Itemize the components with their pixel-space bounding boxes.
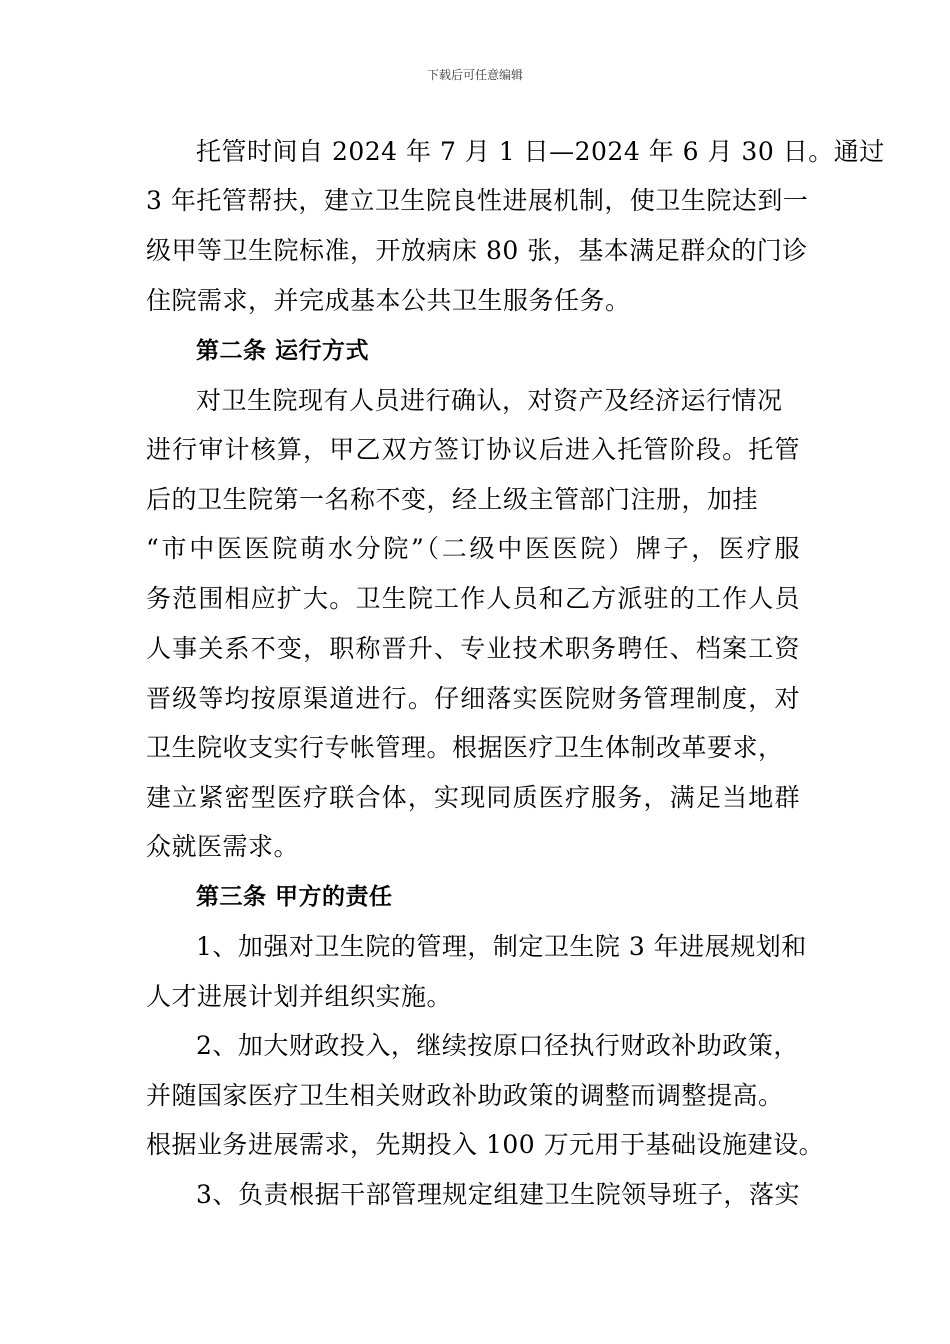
paragraph-line: 晋级等均按原渠道进行。仔细落实医院财务管理制度，对 [146,684,800,713]
paragraph-line: 级甲等卫生院标准，开放病床 80 张，基本满足群众的门诊 [146,236,808,265]
paragraph-line: 1、加强对卫生院的管理，制定卫生院 3 年进展规划和 [196,932,807,961]
paragraph-line: 3 年托管帮扶，建立卫生院良性进展机制，使卫生院达到一 [146,186,809,215]
paragraph-line: 人事关系不变，职称晋升、专业技术职务聘任、档案工资 [146,634,800,663]
paragraph-line: 2、加大财政投入，继续按原口径执行财政补助政策， [196,1031,799,1060]
paragraph-line: 根据业务进展需求，先期投入 100 万元用于基础设施建设。 [146,1130,825,1159]
paragraph-line: 住院需求，并完成基本公共卫生服务任务。 [146,286,631,315]
paragraph-line: 人才进展计划并组织实施。 [146,982,453,1011]
section-heading: 第三条 甲方的责任 [196,884,393,910]
header-note: 下载后可任意编辑 [426,68,523,82]
paragraph-line: 3、负责根据干部管理规定组建卫生院领导班子，落实 [196,1180,800,1209]
paragraph-line: 卫生院收支实行专帐管理。根据医疗卫生体制改革要求， [146,733,784,762]
paragraph-line: 众就医需求。 [146,832,300,861]
paragraph-line: 并随国家医疗卫生相关财政补助政策的调整而调整提高。 [146,1081,784,1110]
paragraph-line: 后的卫生院第一名称不变，经上级主管部门注册，加挂 [146,485,759,514]
paragraph-line: 进行审计核算，甲乙双方签订协议后进入托管阶段。托管 [146,435,800,464]
section-heading: 第二条 运行方式 [196,338,370,364]
paragraph-line: 务范围相应扩大。卫生院工作人员和乙方派驻的工作人员 [146,584,800,613]
paragraph-line: 对卫生院现有人员进行确认，对资产及经济运行情况 [196,386,783,415]
paragraph-line: 托管时间自 2024 年 7 月 1 日—2024 年 6 月 30 日。通过 [196,137,885,166]
paragraph-line: “市中医医院萌水分院”（二级中医医院）牌子，医疗服 [146,534,800,563]
paragraph-line: 建立紧密型医疗联合体，实现同质医疗服务，满足当地群 [146,783,800,812]
